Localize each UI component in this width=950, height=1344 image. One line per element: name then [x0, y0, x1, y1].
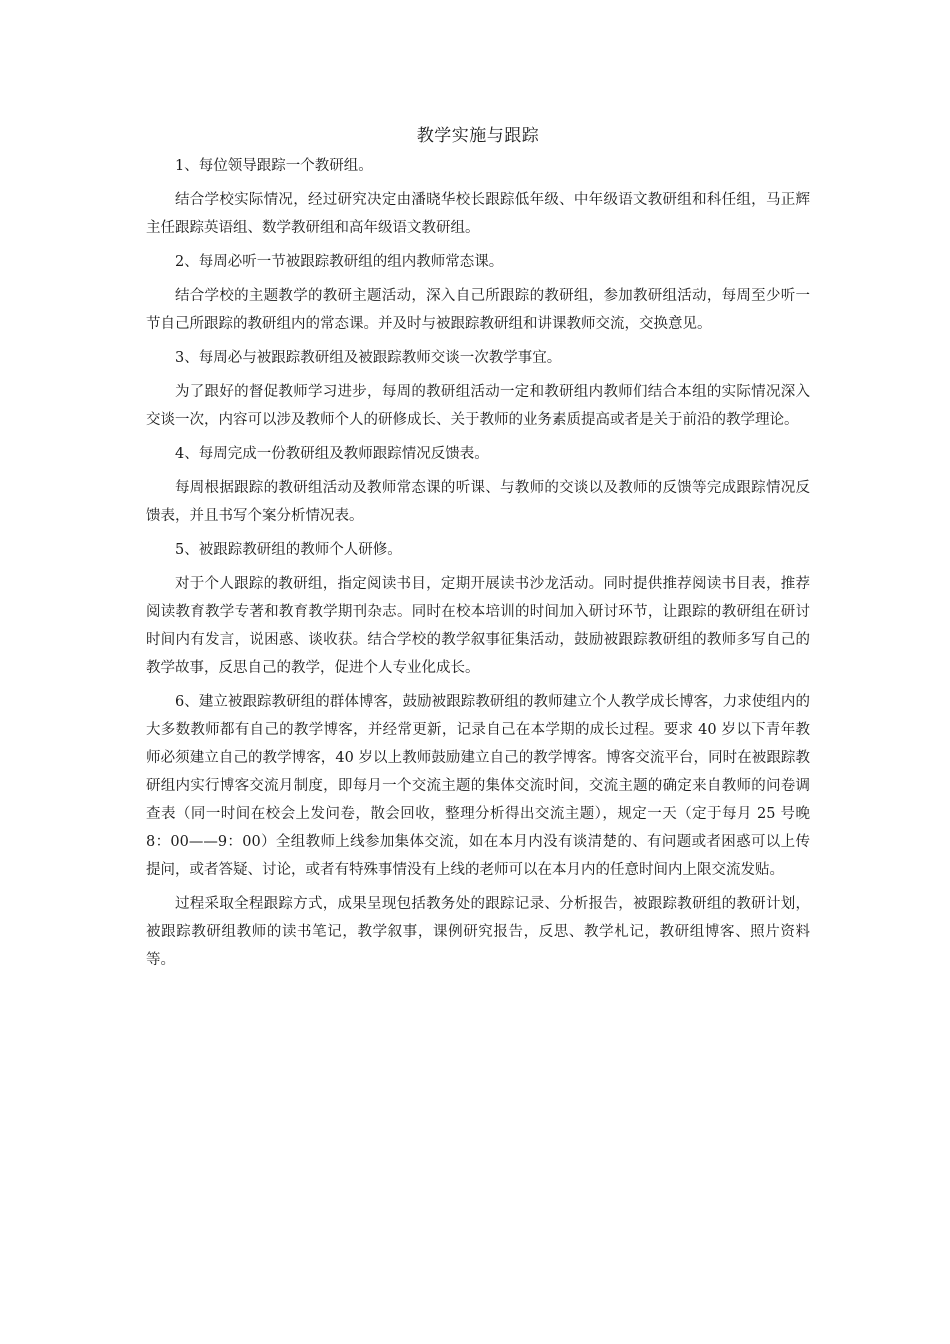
section-heading: 4、每周完成一份教研组及教师跟踪情况反馈表。 — [175, 446, 489, 462]
section-body: 对于个人跟踪的教研组，指定阅读书目，定期开展读书沙龙活动。同时提供推荐阅读书目表，推荐阅读教育教学专著和教育教学期刊杂志。同时在校本培训的时间加入研讨环节，让跟踪的教研组在研讨时间内有发言，说困惑、谈收获。结合学校的教学叙事征集活动，鼓励被跟踪教研组的教师多写自己的教学故事，反思自己的教学，促进个人专业化成长。 — [146, 576, 810, 676]
paragraph-6: 6、建立被跟踪教研组的群体博客，鼓励被跟踪教研组的教师建立个人教学成长博客，力求使组内的大多数教师都有自己的教学博客，并经常更新，记录自己在本学期的成长过程。要求 40 岁以下青年教师必须建立自己的教学博客，40 岁以上教师鼓励建立自己的教学博客。博客交流平台，同时在被跟踪教研组内实行博客交流月制度，即每月一个交流主题的集体交流时间，交流主题的确定来自教师的问卷调查表（同一时间在校会上发问卷，散会回收，整理分析得出交流主题），规定一天（定于每月 25 号晚 8：00——9：00）全组教师上线参加集体交流，如在本月内没有谈清楚的、有问题或者困惑可以上传提问，或者答疑、讨论，或者有特殊事情没有上线的老师可以在本月内的任意时间内上限交流发贴。 — [146, 694, 810, 878]
closing-paragraph: 过程采取全程跟踪方式，成果呈现包括教务处的跟踪记录、分析报告，被跟踪教研组的教研计划，被跟踪教研组教师的读书笔记，教学叙事，课例研究报告，反思、教学札记，教研组博客、照片资料等。 — [146, 896, 810, 968]
document-page — [146, 122, 810, 974]
section-heading: 3、每周必与被跟踪教研组及被跟踪教师交谈一次教学事宜。 — [175, 350, 562, 366]
document-title: 教学实施与跟踪 — [416, 126, 540, 146]
section-body: 每周根据跟踪的教研组活动及教师常态课的听课、与教师的交谈以及教师的反馈等完成跟踪情况反馈表，并且书写个案分析情况表。 — [146, 480, 810, 524]
section-heading: 1、每位领导跟踪一个教研组。 — [175, 158, 373, 174]
section-body: 为了跟好的督促教师学习进步，每周的教研组活动一定和教研组内教师们结合本组的实际情况深入交谈一次，内容可以涉及教师个人的研修成长、关于教师的业务素质提高或者是关于前沿的教学理论。 — [146, 384, 810, 428]
section-body: 结合学校实际情况，经过研究决定由潘晓华校长跟踪低年级、中年级语文教研组和科任组，马正辉主任跟踪英语组、数学教研组和高年级语文教研组。 — [146, 192, 810, 236]
section-heading: 2、每周必听一节被跟踪教研组的组内教师常态课。 — [175, 254, 504, 270]
section-body: 结合学校的主题教学的教研主题活动，深入自己所跟踪的教研组，参加教研组活动，每周至少听一节自己所跟踪的教研组内的常态课。并及时与被跟踪教研组和讲课教师交流，交换意见。 — [146, 288, 810, 332]
section-heading: 5、被跟踪教研组的教师个人研修。 — [175, 542, 402, 558]
